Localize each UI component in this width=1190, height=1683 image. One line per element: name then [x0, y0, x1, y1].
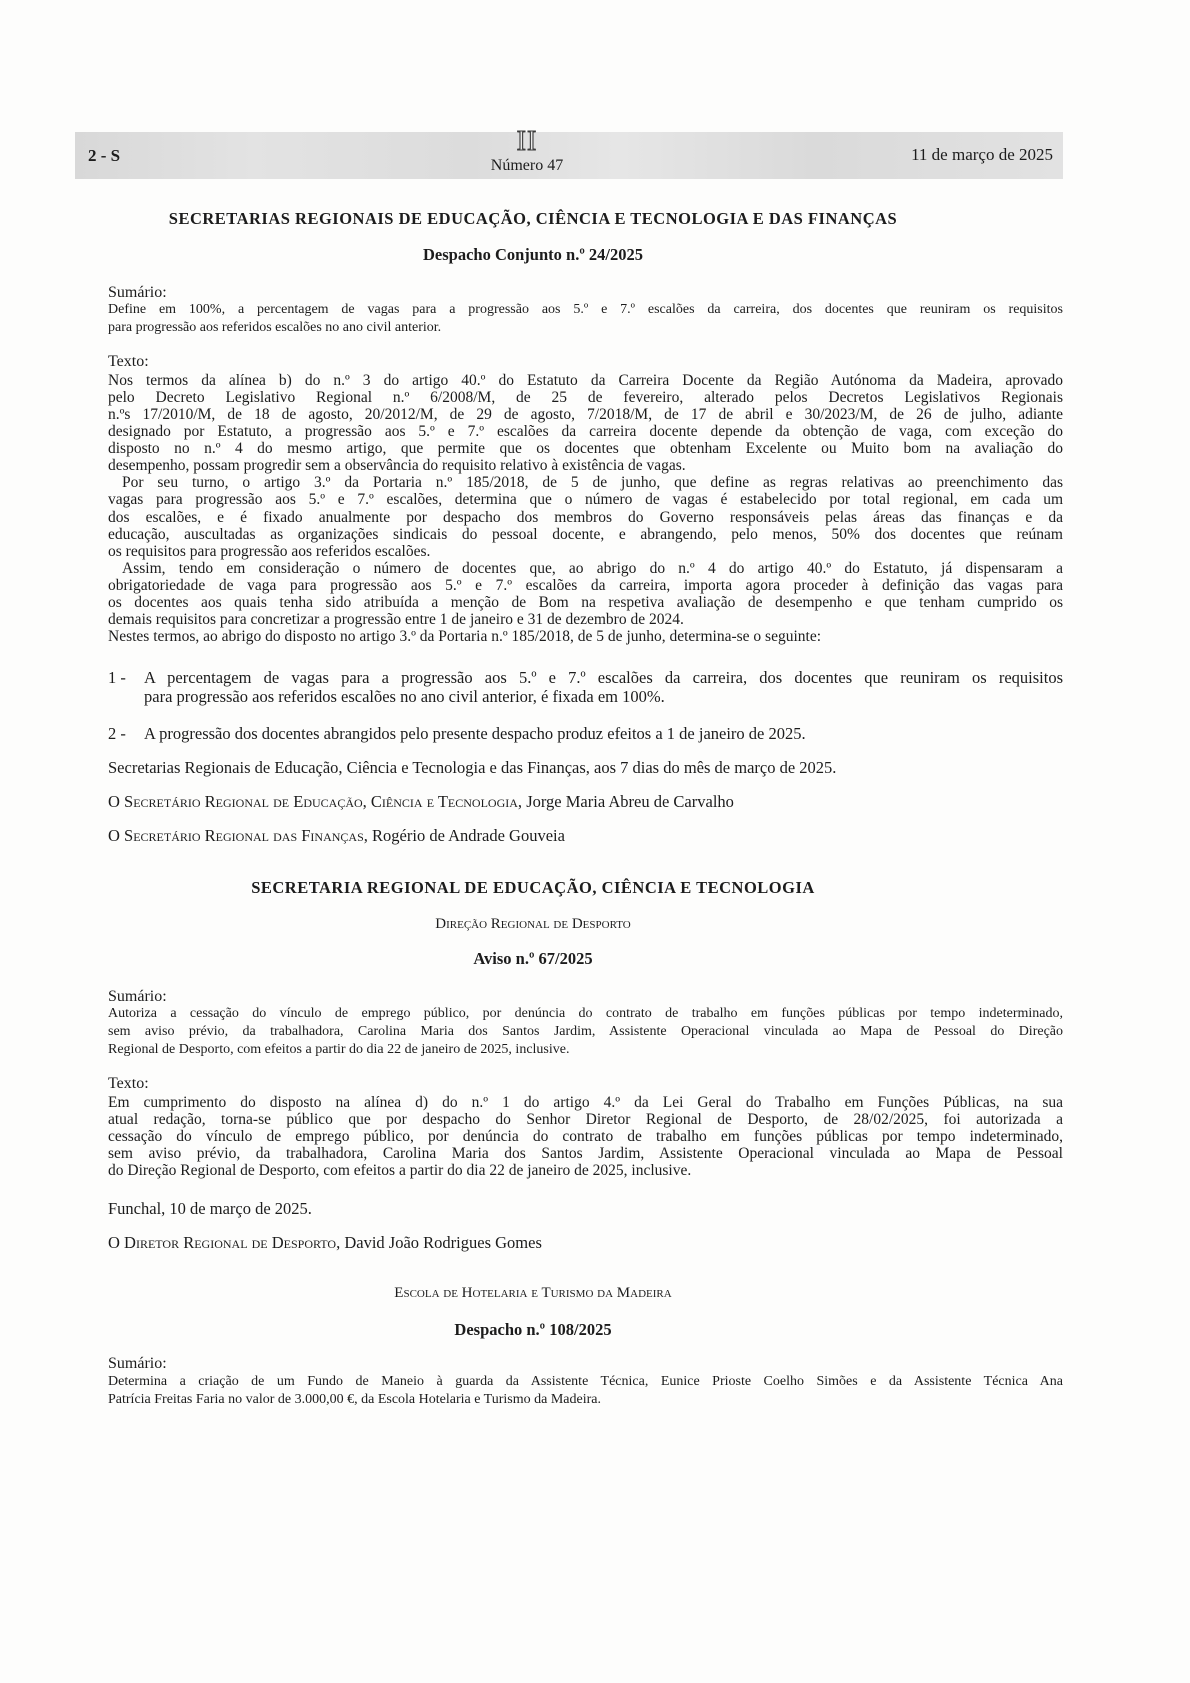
text-line: vagas para progressão aos 5.º e 7.º escalões, determina que o número de vagas é estabelecido por total regional, em cada um [108, 491, 1063, 509]
signatory-name: Rogério de Andrade Gouveia [372, 825, 565, 845]
item-number: 1 - [108, 667, 126, 687]
summary-line: sem aviso prévio, da trabalhadora, Carolina Maria dos Santos Jardim, Assistente Operacional vinculada ao Mapa de Pessoal do Direção [108, 1024, 1063, 1039]
text-line: atual redação, torna-se público que por despacho do Senhor Diretor Regional de Desporto, de 28/02/2025, foi autorizada a [108, 1110, 1063, 1128]
signatory-title: O Secretário Regional de Educação, Ciência e Tecnologia, [108, 791, 523, 811]
series-mark: II [516, 126, 538, 157]
text-line: Em cumprimento do disposto na alínea d) do n.º 1 do artigo 4.º da Lei Geral do Trabalho em Funções Públicas, na sua [108, 1093, 1063, 1111]
text-line: Nos termos da alínea b) do n.º 3 do artigo 40.º do Estatuto da Carreira Docente da Região Autónoma da Madeira, aprovado [108, 371, 1063, 389]
summary-line: Autoriza a cessação do vínculo de emprego público, por denúncia do contrato de trabalho em funções públicas por tempo indeterminado, [108, 1006, 1063, 1021]
signatory-title: O Secretário Regional das Finanças, [108, 825, 368, 845]
summary-label: Sumário: [108, 988, 167, 1005]
text-line: disposto no n.º 4 do mesmo artigo, que permite que os docentes que obtenham Excelente ou Muito bom na avaliação do [108, 440, 1063, 457]
signatory-name: Jorge Maria Abreu de Carvalho [526, 791, 734, 811]
text-line: os docentes aos quais tenha sido atribuída a menção de Bom na respetiva avaliação de desempenho e que tenham cumprido os [108, 594, 1063, 612]
issue-date: 11 de março de 2025 [911, 145, 1053, 164]
text-line: educação, auscultadas as organizações sindicais do pessoal docente, e abrangendo, pelo menos, 50% dos docentes que reúnam [108, 525, 1063, 543]
item-text [144, 668, 1063, 706]
text-line: cessação do vínculo de emprego público, por denúncia do contrato de trabalho em funções públicas por tempo indeterminado, [108, 1127, 1063, 1145]
act-title: Despacho n.º 108/2025 [454, 1320, 612, 1339]
text-line: n.ºs 17/2010/M, de 18 de agosto, 20/2012/M, de 29 de agosto, 7/2018/M, de 17 de abril e 30/2023/M, de 26 de julho, adiante [108, 405, 1063, 423]
department-name: Direção Regional de Desporto [435, 916, 631, 932]
text-line: sem aviso prévio, da trabalhadora, Carolina Maria dos Santos Jardim, Assistente Operacional vinculada ao Mapa de Pessoal [108, 1144, 1063, 1162]
summary [108, 1373, 1063, 1409]
text-line: do Direção Regional de Desporto, com efeitos a partir do dia 22 de janeiro de 2025, inclusive. [108, 1161, 692, 1179]
page-reference: 2 - S [88, 146, 121, 165]
text-line: designado por Estatuto, a progressão aos 5.º e 7.º escalões da carreira docente depende da obtenção de vaga, com exceção do [108, 422, 1063, 440]
text-line: obrigatoriedade de vaga para progressão aos 5.º e 7.º escalões da carreira, importa agora proceder à definição das vagas para [108, 577, 1063, 594]
summary [108, 1005, 1063, 1059]
body-text [108, 372, 1063, 646]
act-title: Aviso n.º 67/2025 [473, 949, 593, 968]
paragraph [108, 372, 1063, 475]
numbered-item [108, 724, 1063, 743]
place-date: Funchal, 10 de março de 2025. [108, 1198, 312, 1218]
item-line: para progressão aos referidos escalões no ano civil anterior, é fixada em 100%. [144, 686, 665, 706]
text-line: Nestes termos, ao abrigo do disposto no artigo 3.º da Portaria n.º 185/2018, de 5 de junho, determina-se o seguinte: [108, 628, 821, 646]
issuing-entity: SECRETARIA REGIONAL DE EDUCAÇÃO, CIÊNCIA E TECNOLOGIA [251, 878, 815, 897]
summary-line: Determina a criação de um Fundo de Maneio à guarda da Assistente Técnica, Eunice Prioste Coelho Simões e da Assistente Técnica Ana [108, 1374, 1063, 1389]
item-text [144, 724, 1063, 743]
text-line: os requisitos para progressão aos referidos escalões. [108, 542, 431, 560]
signature-line [108, 792, 1063, 811]
summary-line: Regional de Desporto, com efeitos a partir do dia 22 de janeiro de 2025, inclusive. [108, 1042, 570, 1057]
signature-line [108, 1233, 1063, 1252]
item-number: 2 - [108, 723, 126, 743]
signatory-title: O Diretor Regional de Desporto, [108, 1232, 341, 1252]
text-label: Texto: [108, 353, 149, 370]
page-header [75, 126, 1063, 179]
closing-statement: Secretarias Regionais de Educação, Ciência e Tecnologia e das Finanças, aos 7 dias do mês de março de 2025. [108, 757, 837, 777]
summary-line: Define em 100%, a percentagem de vagas para a progressão aos 5.º e 7.º escalões da carreira, dos docentes que reuniram os requisitos [108, 302, 1063, 317]
text-label: Texto: [108, 1075, 149, 1092]
paragraph [108, 628, 1063, 645]
text-line: dos escalões, e é fixado anualmente por despacho dos membros do Governo responsáveis pelas áreas das finanças e da [108, 508, 1063, 526]
text-line: Por seu turno, o artigo 3.º da Portaria n.º 185/2018, de 5 de junho, que define as regras relativas ao preenchimento das [122, 474, 1063, 492]
text-line: demais requisitos para concretizar a progressão entre 1 de janeiro e 31 de dezembro de 2024. [108, 611, 684, 629]
issuing-entity: SECRETARIAS REGIONAIS DE EDUCAÇÃO, CIÊNCIA E TECNOLOGIA E DAS FINANÇAS [168, 209, 898, 228]
numbered-item [108, 668, 1063, 706]
paragraph [108, 560, 1063, 629]
summary-line: Patrícia Freitas Faria no valor de 3.000,00 €, da Escola Hotelaria e Turismo da Madeira. [108, 1392, 601, 1407]
signature-line [108, 826, 1063, 845]
item-line: A percentagem de vagas para a progressão aos 5.º e 7.º escalões da carreira, dos docentes que reuniram os requisitos [144, 667, 1063, 687]
text-line: desempenho, possam progredir sem a observância do requisito relativo à existência de vagas. [108, 457, 686, 475]
department-name: Escola de Hotelaria e Turismo da Madeira [394, 1285, 672, 1301]
paragraph [108, 474, 1063, 560]
act-title: Despacho Conjunto n.º 24/2025 [423, 245, 643, 264]
item-line: A progressão dos docentes abrangidos pelo presente despacho produz efeitos a 1 de janeiro de 2025. [144, 723, 806, 743]
signatory-name: David João Rodrigues Gomes [344, 1232, 542, 1252]
body-text [108, 1094, 1063, 1179]
summary-label: Sumário: [108, 1355, 167, 1372]
summary [108, 301, 1063, 337]
summary-label: Sumário: [108, 284, 167, 301]
issue-number: Número 47 [490, 157, 564, 174]
text-line: pelo Decreto Legislativo Regional n.º 6/2008/M, de 25 de fevereiro, alterado pelos Decretos Legislativos Regionais [108, 388, 1063, 406]
summary-line: para progressão aos referidos escalões no ano civil anterior. [108, 320, 442, 335]
text-line: Assim, tendo em consideração o número de docentes que, ao abrigo do n.º 4 do artigo 40.º do Estatuto, já dispensaram a [122, 559, 1063, 577]
